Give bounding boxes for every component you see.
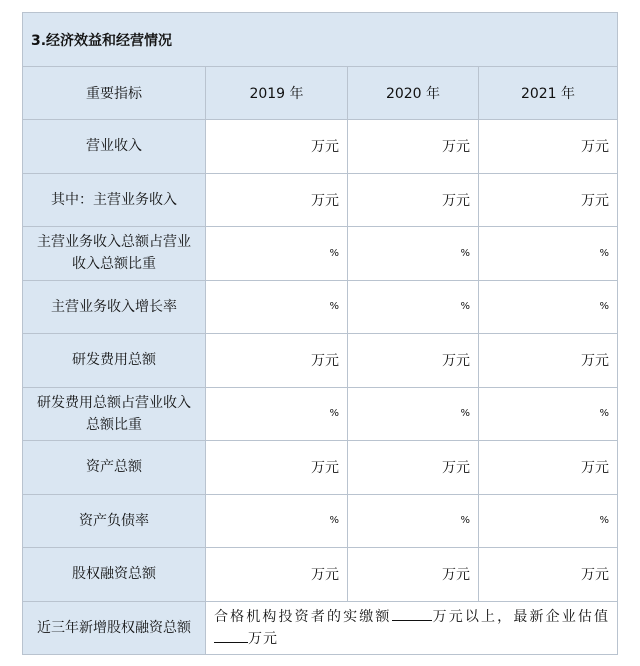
row-label-new-equity-financing: 近三年新增股权融资总额 (23, 601, 206, 655)
row-label: 研发费用总额 (23, 334, 206, 388)
value-cell[interactable]: % (206, 494, 348, 548)
table-row (23, 494, 618, 548)
value-cell[interactable]: % (206, 227, 348, 281)
row-label: 资产总额 (23, 441, 206, 495)
row-label: 研发费用总额占营业收入总额比重 (23, 387, 206, 441)
value-cell[interactable]: % (348, 387, 479, 441)
value-cell[interactable]: % (479, 280, 618, 334)
section-title: 3.经济效益和经营情况 (23, 13, 618, 67)
header-2020: 2020 年 (348, 67, 479, 120)
value-cell[interactable]: 万元 (479, 334, 618, 388)
row-label: 其中：主营业务收入 (23, 173, 206, 227)
header-indicator: 重要指标 (23, 67, 206, 120)
note-text-1: 合格机构投资者的实缴额 (214, 608, 392, 625)
table-row (23, 227, 618, 281)
equity-2019-cell[interactable]: 万元 (206, 548, 348, 602)
economic-benefit-table (22, 12, 618, 655)
row-label-equity-financing: 股权融资总额 (23, 548, 206, 602)
row-label: 资产负债率 (23, 494, 206, 548)
value-cell[interactable]: 万元 (206, 441, 348, 495)
table-row (23, 334, 618, 388)
value-cell[interactable]: % (348, 280, 479, 334)
header-2019: 2019 年 (206, 67, 348, 120)
row-label: 营业收入 (23, 120, 206, 174)
table-row (23, 441, 618, 495)
value-cell[interactable]: % (206, 280, 348, 334)
row-label: 主营业务收入总额占营业收入总额比重 (23, 227, 206, 281)
value-cell[interactable]: % (479, 387, 618, 441)
value-cell[interactable]: 万元 (479, 120, 618, 174)
value-cell[interactable]: 万元 (479, 441, 618, 495)
value-cell[interactable]: 万元 (206, 120, 348, 174)
value-cell[interactable]: % (479, 227, 618, 281)
new-equity-financing-cell[interactable] (206, 601, 618, 655)
value-cell[interactable]: 万元 (206, 173, 348, 227)
valuation-blank[interactable] (214, 628, 248, 643)
equity-2020-cell[interactable]: 万元 (348, 548, 479, 602)
value-cell[interactable]: 万元 (348, 441, 479, 495)
table-row (23, 173, 618, 227)
value-cell[interactable]: 万元 (348, 173, 479, 227)
value-cell[interactable]: % (206, 387, 348, 441)
value-cell[interactable]: % (348, 494, 479, 548)
value-cell[interactable]: 万元 (348, 120, 479, 174)
paid-in-blank[interactable] (392, 606, 432, 621)
value-cell[interactable]: 万元 (479, 173, 618, 227)
row-label: 主营业务收入增长率 (23, 280, 206, 334)
value-cell[interactable]: % (479, 494, 618, 548)
table-row (23, 120, 618, 174)
note-text-3: 万元 (248, 630, 278, 647)
value-cell[interactable]: 万元 (348, 334, 479, 388)
value-cell[interactable]: % (348, 227, 479, 281)
table-row (23, 280, 618, 334)
value-cell[interactable]: 万元 (206, 334, 348, 388)
note-text-2: 万元以上，最新企业估值 (431, 608, 609, 625)
table-row (23, 387, 618, 441)
header-2021: 2021 年 (479, 67, 618, 120)
equity-2021-cell[interactable]: 万元 (479, 548, 618, 602)
